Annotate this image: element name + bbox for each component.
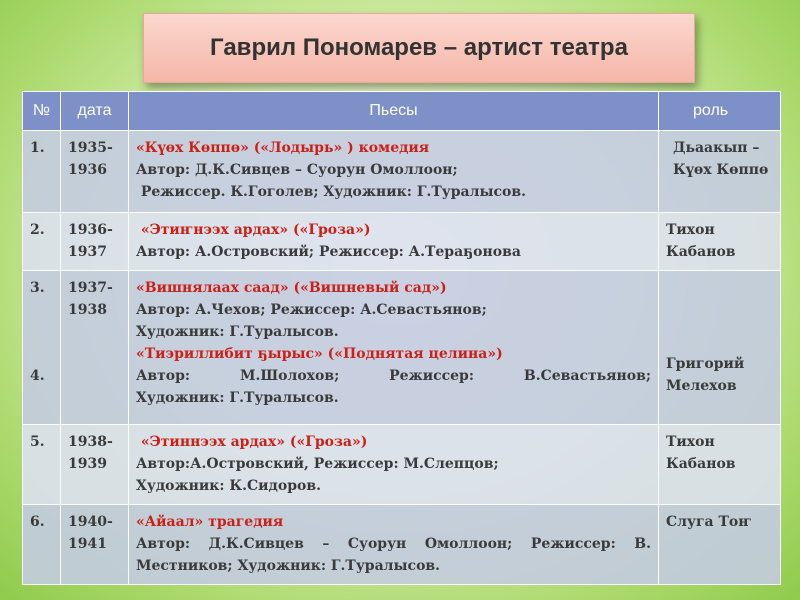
row-play bbox=[129, 213, 659, 271]
header-role: роль bbox=[659, 92, 781, 131]
row-role-a bbox=[666, 277, 773, 353]
table-row bbox=[23, 505, 781, 585]
play-title: «Күөх Көппө» («Лодырь» ) комедия bbox=[136, 140, 430, 156]
row-num-b: 4. bbox=[30, 368, 45, 384]
row-play bbox=[129, 505, 659, 585]
row-role bbox=[659, 271, 781, 425]
table-row bbox=[23, 131, 781, 213]
play-title: «Этиҥнээх ардах» («Гроза») bbox=[136, 222, 371, 238]
play-detail: Автор: Д.К.Сивцев – Суорун Омоллоон; bbox=[136, 162, 458, 178]
row-role: Слуга Тоҥ bbox=[659, 505, 781, 585]
table-row bbox=[23, 271, 781, 425]
row-num bbox=[23, 271, 61, 425]
header-num: № bbox=[23, 92, 61, 131]
play-title: «Вишнялаах саад» («Вишневый сад») bbox=[136, 280, 447, 296]
play-detail: Автор: Д.К.Сивцев – Суорун Омоллоон; Режиссер: В. bbox=[136, 536, 651, 552]
row-num: 5. bbox=[23, 425, 61, 505]
play-detail: Автор:А.Островский, Режиссер: М.Слепцов; bbox=[136, 456, 499, 472]
play-title: «Этиннээх ардах» («Гроза») bbox=[136, 434, 368, 450]
row-role-b: Григорий Мелехов bbox=[666, 356, 745, 394]
play-detail: Автор: А.Чехов; Режиссер: А.Севастьянов; bbox=[136, 302, 487, 318]
title-box bbox=[143, 13, 695, 83]
play-title: «Тиэриллибит ҕырыс» («Поднятая целина») bbox=[136, 346, 503, 362]
table-header-row bbox=[23, 92, 781, 131]
row-date: 1936-1937 bbox=[61, 213, 129, 271]
table-row bbox=[23, 213, 781, 271]
table-row bbox=[23, 425, 781, 505]
row-date: 1935-1936 bbox=[61, 131, 129, 213]
play-title: «Айаал» трагедия bbox=[136, 514, 284, 530]
play-detail: Художник: К.Сидоров. bbox=[136, 478, 321, 494]
row-role: Тихон Кабанов bbox=[659, 425, 781, 505]
row-role: Тихон Кабанов bbox=[659, 213, 781, 271]
row-num: 6. bbox=[23, 505, 61, 585]
row-role: Дьаакып – Күөх Көппө bbox=[659, 131, 781, 213]
row-date: 1938-1939 bbox=[61, 425, 129, 505]
row-num: 1. bbox=[23, 131, 61, 213]
row-num: 2. bbox=[23, 213, 61, 271]
play-detail: Художник: Г.Туралысов. bbox=[136, 324, 339, 340]
play-detail: Режиссер. К.Гоголев; Художник: Г.Туралысов. bbox=[136, 184, 526, 200]
header-plays: Пьесы bbox=[129, 92, 659, 131]
roles-table bbox=[22, 91, 781, 585]
play-detail: Автор: М.Шолохов; Режиссер: В.Севастьянов; bbox=[136, 368, 651, 384]
row-date: 1937-1938 bbox=[61, 271, 129, 425]
row-play bbox=[129, 271, 659, 425]
page-title: Гаврил Пономарев – артист театра bbox=[210, 34, 628, 61]
row-play bbox=[129, 131, 659, 213]
play-detail: Художник: Г.Туралысов. bbox=[136, 390, 339, 406]
row-num-a: 3. bbox=[30, 280, 45, 296]
play-detail: Местников; Художник: Г.Туралысов. bbox=[136, 558, 441, 574]
row-play bbox=[129, 425, 659, 505]
play-detail: Автор: А.Островский; Режиссер: А.Тераҕонова bbox=[136, 244, 521, 260]
header-date: дата bbox=[61, 92, 129, 131]
row-date: 1940-1941 bbox=[61, 505, 129, 585]
